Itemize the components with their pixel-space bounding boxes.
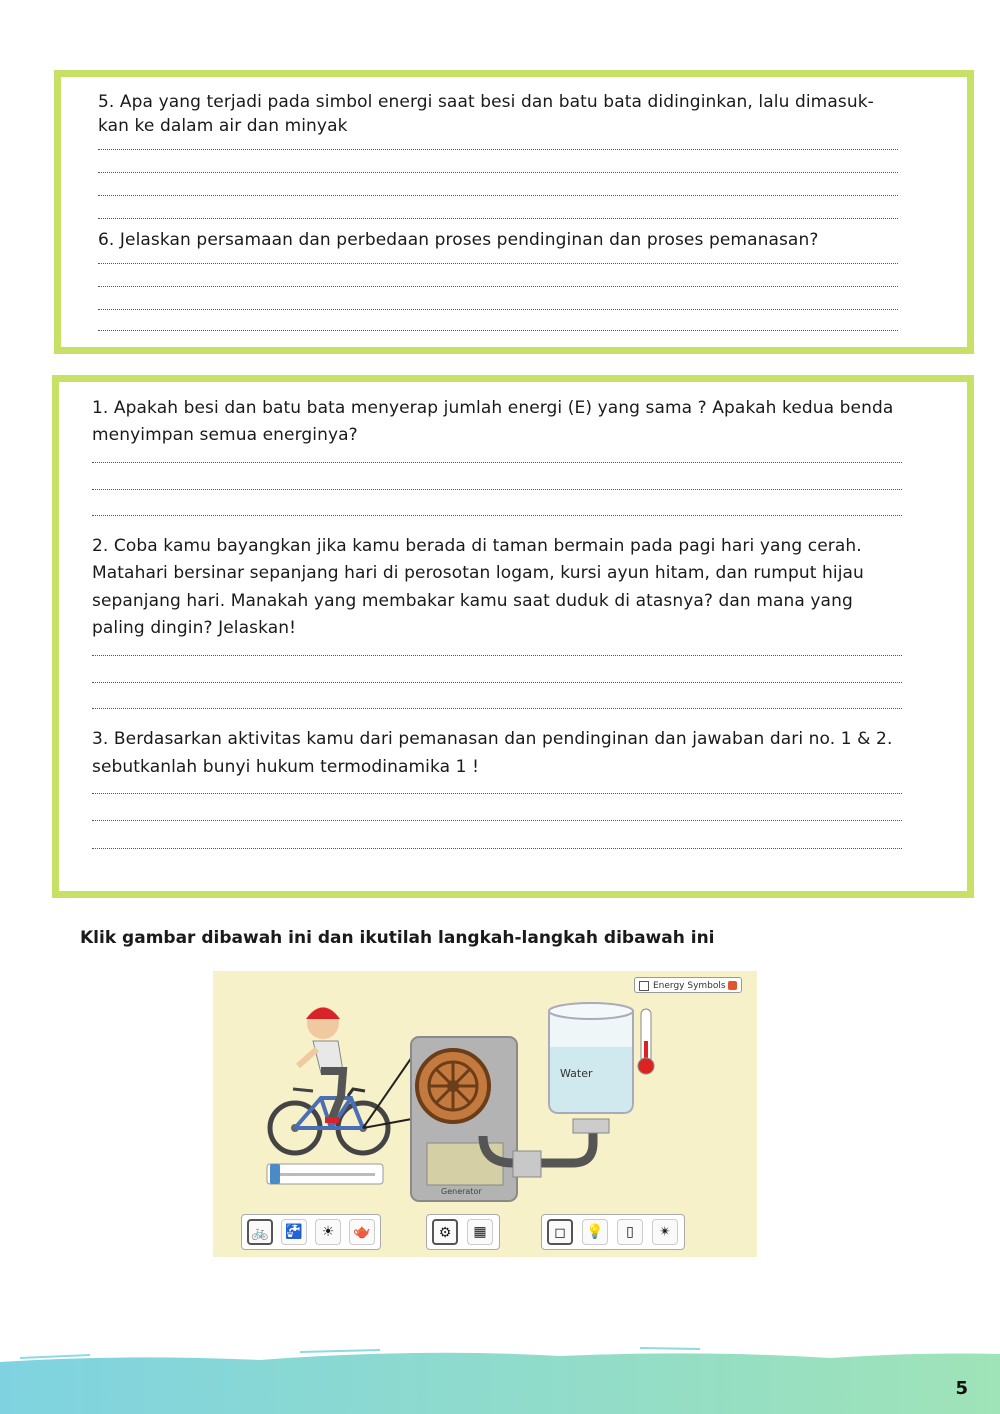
teapot-tool-icon[interactable]: 🫖: [349, 1219, 375, 1245]
water-label: Water: [560, 1067, 593, 1080]
faucet-tool-icon[interactable]: 🚰: [281, 1219, 307, 1245]
question-2-line-1: 2. Coba kamu bayangkan jika kamu berada di taman bermain pada pagi hari yang cerah.: [92, 536, 862, 556]
question-3-line-2: sebutkanlah bunyi hukum termodinamika 1 !: [92, 757, 480, 777]
question-2-line-2: Matahari bersinar sepanjang hari di perosotan logam, kursi ayun hitam, dan rumput hijau: [92, 563, 864, 583]
generator-icon: [411, 1037, 517, 1201]
answer-line[interactable]: [92, 462, 902, 463]
question-3-line-1: 3. Berdasarkan aktivitas kamu dari pemanasan dan pendinginan dan jawaban dari no. 1 & 2.: [92, 729, 893, 749]
generator-label: Generator: [441, 1187, 482, 1196]
answer-line[interactable]: [98, 309, 898, 310]
answer-line[interactable]: [92, 489, 902, 490]
fluorescent-bulb-tool-icon[interactable]: ▯: [617, 1219, 643, 1245]
sun-tool-icon[interactable]: ☀: [315, 1219, 341, 1245]
answer-line[interactable]: [92, 515, 902, 516]
answer-line[interactable]: [92, 708, 902, 709]
answer-line[interactable]: [98, 263, 898, 264]
answer-line[interactable]: [92, 820, 902, 821]
answer-line[interactable]: [98, 195, 898, 196]
speed-slider-handle: [270, 1164, 280, 1184]
solar-sun-tool-icon[interactable]: ✴: [652, 1219, 678, 1245]
energy-symbols-label: Energy Symbols: [653, 981, 726, 991]
question-2-line-4: paling dingin? Jelaskan!: [92, 618, 297, 638]
question-5-line-1: 5. Apa yang terjadi pada simbol energi saat besi dan batu bata didinginkan, lalu dimasuk-: [98, 92, 874, 112]
bicycle-tool-icon[interactable]: 🚲: [247, 1219, 273, 1245]
user-toolbar: [541, 1214, 685, 1250]
answer-line[interactable]: [98, 172, 898, 173]
question-box-5-6: [54, 70, 974, 354]
energy-symbols-toggle[interactable]: [634, 977, 742, 993]
answer-line[interactable]: [92, 655, 902, 656]
source-toolbar: [241, 1214, 381, 1250]
thermometer-icon: [638, 1009, 654, 1074]
solar-panel-tool-icon[interactable]: ▦: [467, 1219, 493, 1245]
bulb-tool-icon[interactable]: 💡: [582, 1219, 608, 1245]
generator-tool-icon[interactable]: ⚙: [432, 1219, 458, 1245]
energy-badge-icon: [728, 981, 737, 990]
question-1-line-1: 1. Apakah besi dan batu bata menyerap jumlah energi (E) yang sama ? Apakah kedua benda: [92, 398, 894, 418]
answer-line[interactable]: [92, 793, 902, 794]
answer-line[interactable]: [98, 330, 898, 331]
answer-line[interactable]: [98, 149, 898, 150]
question-6: 6. Jelaskan persamaan dan perbedaan proses pendinginan dan proses pemanasan?: [98, 230, 819, 250]
question-2-line-3: sepanjang hari. Manakah yang membakar kamu saat duduk di atasnya? dan mana yang: [92, 591, 853, 611]
converter-toolbar: [426, 1214, 500, 1250]
checkbox[interactable]: [639, 981, 649, 991]
answer-line[interactable]: [98, 286, 898, 287]
question-1-line-2: menyimpan semua energinya?: [92, 425, 358, 445]
energy-simulation-image[interactable]: [213, 971, 757, 1257]
question-box-1-3: [52, 375, 974, 898]
beaker-icon: [549, 1003, 633, 1113]
beaker-tool-icon[interactable]: ◻: [547, 1219, 573, 1245]
instruction-heading: Klik gambar dibawah ini dan ikutilah langkah-langkah dibawah ini: [80, 928, 715, 948]
question-5-line-2: kan ke dalam air dan minyak: [98, 116, 348, 136]
footer-brush-stroke: [0, 1340, 1000, 1414]
answer-line[interactable]: [98, 218, 898, 219]
page-number: 5: [955, 1378, 968, 1399]
answer-line[interactable]: [92, 682, 902, 683]
answer-line[interactable]: [92, 848, 902, 849]
